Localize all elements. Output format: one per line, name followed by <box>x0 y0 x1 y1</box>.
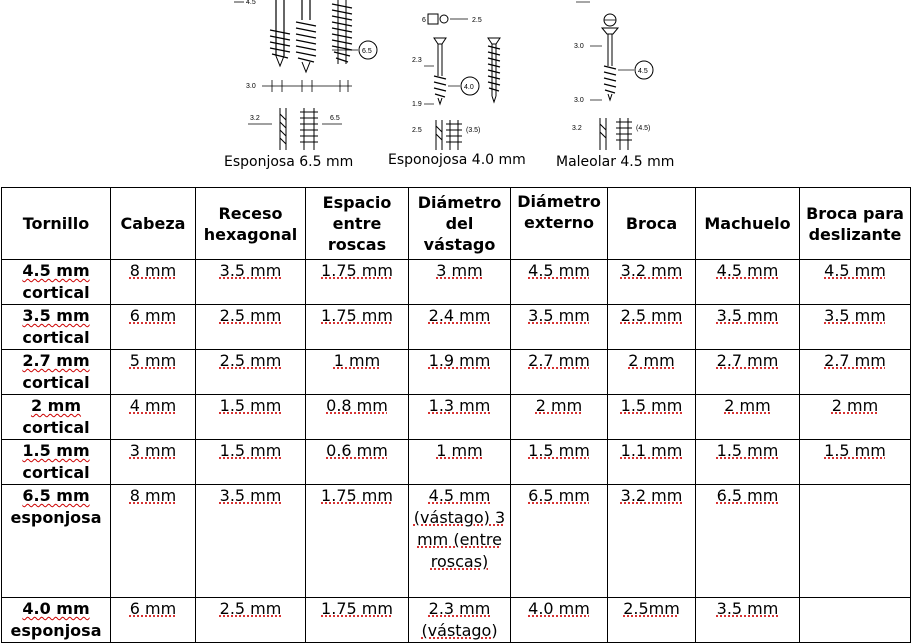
cell-value: 6 mm <box>129 599 177 618</box>
screw-size: 4.0 mm <box>22 599 90 618</box>
cell-value: 1 mm <box>333 351 381 370</box>
fig3-pitch-label: 3.0 <box>574 97 584 104</box>
table-cell <box>196 598 306 643</box>
screw-kind: cortical <box>22 418 90 437</box>
screw-spec-table <box>1 187 911 643</box>
cell-value: 2.7 mm <box>824 351 886 370</box>
fig2-tap-label: (3.5) <box>466 127 481 134</box>
table-cell <box>409 305 511 350</box>
screw-kind: cortical <box>22 283 90 302</box>
figure-esponjosa-40 <box>388 0 548 170</box>
fig1-gap-label: 3.0 <box>246 83 256 90</box>
screw-kind: cortical <box>22 463 90 482</box>
cell-value: 4.5 mm <box>716 261 779 280</box>
screw-kind: esponjosa <box>10 508 102 527</box>
cell-value: 2.3 mm (vástago) <box>421 599 498 640</box>
table-cell <box>696 485 800 598</box>
screw-type-cell <box>2 598 111 643</box>
cell-value: 1.5 mm <box>528 441 590 460</box>
table-cell <box>111 305 196 350</box>
cell-value: 3.5 mm <box>824 306 886 325</box>
table-cell <box>800 598 911 643</box>
table-row <box>2 305 911 350</box>
table-cell <box>511 485 608 598</box>
figure-esponjosa-65 <box>224 0 392 170</box>
screw-size: 2 mm <box>30 396 82 415</box>
table-cell <box>511 350 608 395</box>
table-row <box>2 260 911 305</box>
cell-value: 4 mm <box>129 396 177 415</box>
column-header: Broca para deslizante <box>800 188 911 260</box>
cell-value: 3.5 mm <box>219 486 282 505</box>
cell-value: 8 mm <box>129 486 177 505</box>
table-cell <box>306 350 409 395</box>
table-row <box>2 440 911 485</box>
table-cell <box>196 305 306 350</box>
table-cell <box>800 395 911 440</box>
column-header: Receso hexagonal <box>196 188 306 260</box>
table-cell <box>111 395 196 440</box>
fig2-stem-label: 2.3 <box>412 57 422 64</box>
fig2-head-label: 2.5 <box>472 17 482 24</box>
table-cell <box>696 305 800 350</box>
small-cancellous-screw-drawing <box>388 0 538 150</box>
fig2-pitch-label: 1.9 <box>412 101 422 108</box>
screw-type-cell <box>2 350 111 395</box>
screw-type-cell <box>2 305 111 350</box>
cell-value: 6.5 mm <box>716 486 779 505</box>
table-cell <box>196 260 306 305</box>
table-cell <box>511 395 608 440</box>
cell-value: 1.75 mm <box>321 261 393 280</box>
figure-caption: Esponojosa 4.0 mm <box>388 152 526 168</box>
cell-value: 2 mm <box>628 351 675 370</box>
cell-value: 3 mm <box>436 261 483 280</box>
table-row <box>2 485 911 598</box>
cell-value: 3.2 mm <box>620 486 683 505</box>
fig1-drill-label: 3.2 <box>250 115 260 122</box>
figure-maleolar-45 <box>556 0 700 170</box>
cell-value: 2.7 mm <box>716 351 779 370</box>
cell-value: 6.5 mm <box>528 486 590 505</box>
cell-value: 1.1 mm <box>620 441 683 460</box>
screw-size: 2.7 mm <box>22 351 90 370</box>
screw-size: 4.5 mm <box>22 261 90 280</box>
cell-value: 4.5 mm (vástago) 3 mm (entre roscas) <box>413 486 506 571</box>
table-cell <box>696 598 800 643</box>
column-header: Diámetro del vástago <box>409 188 511 260</box>
cell-value: 1 mm <box>436 441 483 460</box>
table-cell <box>306 440 409 485</box>
cell-value: 0.6 mm <box>326 441 388 460</box>
cell-value: 1.3 mm <box>428 396 491 415</box>
table-cell <box>511 440 608 485</box>
cell-value: 2.4 mm <box>428 306 491 325</box>
cell-value: 1.5 mm <box>824 441 886 460</box>
malleolar-screw-drawing <box>560 0 680 150</box>
cancellous-screw-drawing <box>232 0 392 150</box>
column-header: Cabeza <box>111 188 196 260</box>
cell-value: 2 mm <box>535 396 583 415</box>
cell-value: 1.5 mm <box>219 441 282 460</box>
table-cell <box>511 305 608 350</box>
cell-value: 6 mm <box>129 306 177 325</box>
fig1-top-label: 4.5 <box>246 0 256 6</box>
cell-value: 3.2 mm <box>620 261 683 280</box>
fig3-tap-label: (4.5) <box>636 125 651 132</box>
table-cell <box>196 350 306 395</box>
cell-value: 2.7 mm <box>528 351 590 370</box>
cell-value: 2.5mm <box>623 599 680 618</box>
fig3-drill-label: 3.2 <box>572 125 582 132</box>
cell-value: 1.9 mm <box>428 351 491 370</box>
table-cell <box>696 260 800 305</box>
cell-value: 1.5 mm <box>219 396 282 415</box>
cell-value: 1.75 mm <box>321 599 393 618</box>
table-cell <box>608 485 696 598</box>
screw-kind: cortical <box>22 373 90 392</box>
cell-value: 8 mm <box>129 261 177 280</box>
cell-value: 2 mm <box>724 396 771 415</box>
cell-value: 4.5 mm <box>528 261 590 280</box>
table-cell <box>306 485 409 598</box>
column-header: Broca <box>608 188 696 260</box>
table-cell <box>306 260 409 305</box>
table-cell <box>409 440 511 485</box>
table-header-row <box>2 188 911 260</box>
table-row <box>2 350 911 395</box>
cell-value: 1.5 mm <box>620 396 683 415</box>
cell-value: 2 mm <box>831 396 879 415</box>
figure-caption: Maleolar 4.5 mm <box>556 154 675 170</box>
fig3-top-label: 3.0 <box>574 43 584 50</box>
table-cell <box>800 440 911 485</box>
fig3-circle-label: 4.5 <box>638 68 648 75</box>
cell-value: 3 mm <box>129 441 177 460</box>
fig2-hex-label: 6 <box>422 17 426 24</box>
table-cell <box>111 485 196 598</box>
cell-value: 3.5 mm <box>528 306 590 325</box>
cell-value: 0.8 mm <box>326 396 388 415</box>
column-header: Tornillo <box>2 188 111 260</box>
screw-type-cell <box>2 395 111 440</box>
screw-size: 1.5 mm <box>22 441 90 460</box>
table-cell <box>111 350 196 395</box>
table-cell <box>306 305 409 350</box>
table-cell <box>409 350 511 395</box>
fig1-tap-label: 6.5 <box>330 115 340 122</box>
cell-value: 1.5 mm <box>716 441 779 460</box>
screw-type-cell <box>2 440 111 485</box>
table-cell <box>306 395 409 440</box>
table-cell <box>196 395 306 440</box>
table-cell <box>196 485 306 598</box>
cell-value: 2.5 mm <box>219 599 282 618</box>
table-cell <box>696 440 800 485</box>
cell-value: 3.5 mm <box>716 306 779 325</box>
screw-kind: esponjosa <box>10 621 102 640</box>
column-header: Espacio entre roscas <box>306 188 409 260</box>
table-cell <box>608 598 696 643</box>
screw-type-cell <box>2 485 111 598</box>
table-cell <box>608 350 696 395</box>
table-cell <box>800 350 911 395</box>
cell-value: 2.5 mm <box>219 351 282 370</box>
table-cell <box>608 305 696 350</box>
fig2-drill-label: 2.5 <box>412 127 422 134</box>
cell-value: 1.75 mm <box>321 486 393 505</box>
screw-size: 3.5 mm <box>22 306 90 325</box>
cell-value: 4.0 mm <box>528 599 590 618</box>
fig2-circle-label: 4.0 <box>464 84 474 91</box>
table-cell <box>111 598 196 643</box>
table-cell <box>696 350 800 395</box>
screw-kind: cortical <box>22 328 90 347</box>
table-cell <box>696 395 800 440</box>
table-cell <box>800 260 911 305</box>
column-header: Machuelo <box>696 188 800 260</box>
table-cell <box>111 260 196 305</box>
table-cell <box>608 440 696 485</box>
cell-value: 2.5 mm <box>620 306 683 325</box>
fig1-circle-label: 6.5 <box>362 48 372 55</box>
cell-value: 3.5 mm <box>716 599 779 618</box>
screw-size: 6.5 mm <box>22 486 90 505</box>
table-cell <box>511 260 608 305</box>
table-cell <box>196 440 306 485</box>
table-cell <box>409 260 511 305</box>
table-cell <box>511 598 608 643</box>
cell-value: 4.5 mm <box>824 261 886 280</box>
table-cell <box>409 485 511 598</box>
table-row <box>2 395 911 440</box>
table-cell <box>608 260 696 305</box>
table-cell <box>111 440 196 485</box>
table-cell <box>800 485 911 598</box>
column-header: Diámetro externo <box>511 188 608 260</box>
figure-caption: Esponjosa 6.5 mm <box>224 154 354 170</box>
cell-value: 1.75 mm <box>321 306 393 325</box>
cell-value: 3.5 mm <box>219 261 282 280</box>
cell-value: 2.5 mm <box>219 306 282 325</box>
table-cell <box>306 598 409 643</box>
table-cell <box>608 395 696 440</box>
cell-value: 5 mm <box>129 351 177 370</box>
screw-diagrams <box>0 0 911 186</box>
table-cell <box>800 305 911 350</box>
screw-type-cell <box>2 260 111 305</box>
table-cell <box>409 598 511 643</box>
table-row <box>2 598 911 643</box>
table-cell <box>409 395 511 440</box>
